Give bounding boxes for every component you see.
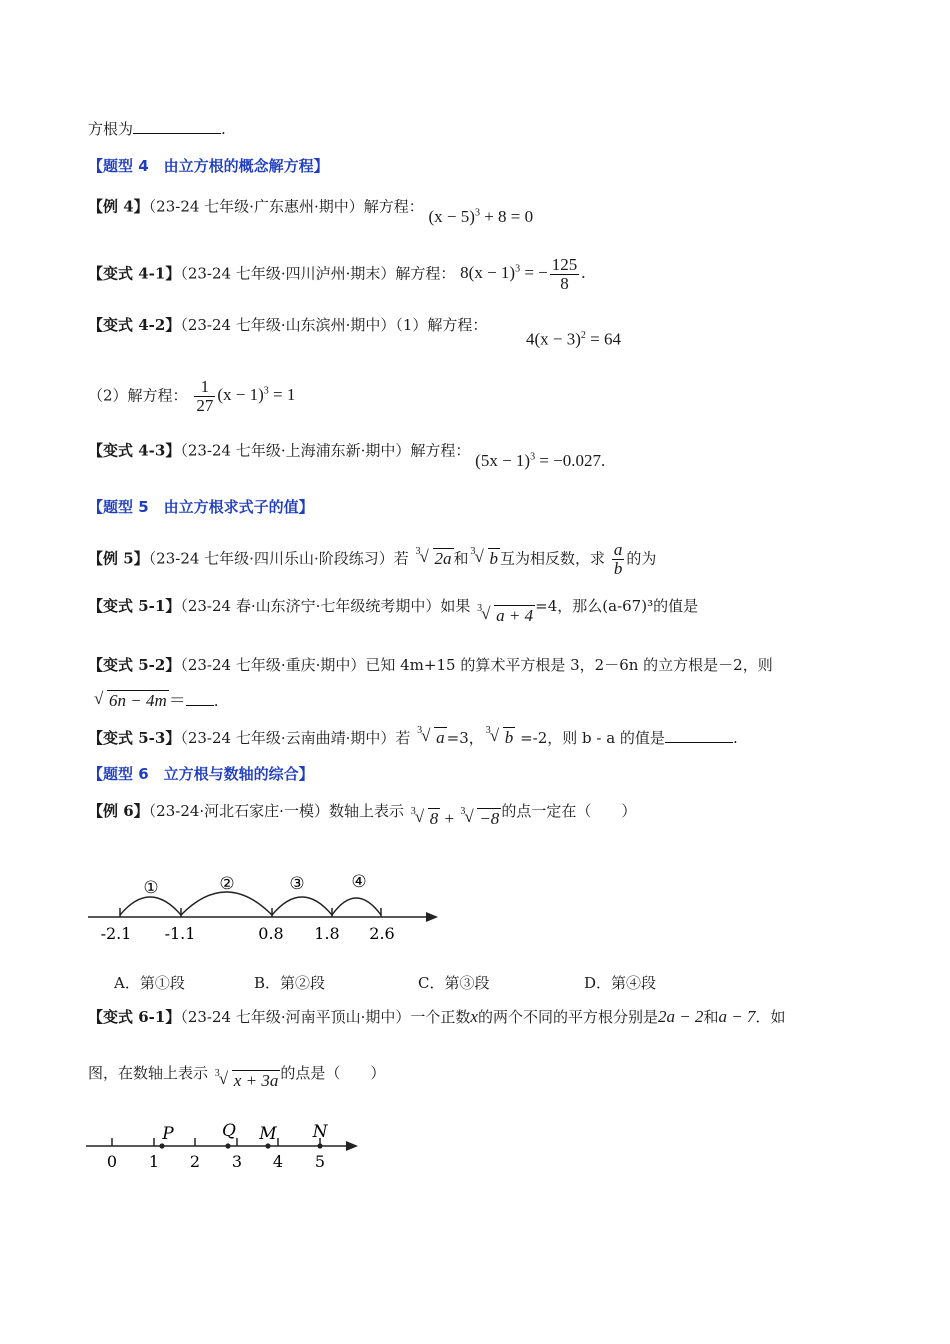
variant-5-2-cont: √ 6n − 4m ＝ . bbox=[94, 689, 219, 710]
tick-label: 0.8 bbox=[258, 924, 284, 943]
arc-2 bbox=[181, 892, 272, 915]
example-4: 【例 4】（23-24 七年级·广东惠州·期中）解方程： $(x - 5)^3 + 8 = 0$ bbox=[88, 197, 534, 226]
continued-line: 方根为 . bbox=[88, 120, 226, 138]
tick-label: 2.6 bbox=[369, 924, 395, 943]
tick-label: 1.8 bbox=[314, 924, 340, 943]
variant-5-1: 【变式 5-1】（23-24 春·山东济宁·七年级统考期中）如果 3 √ a + 4 =4，那么(a-67)³的值是 bbox=[88, 597, 699, 625]
number-line-segments bbox=[80, 862, 450, 944]
arc-3 bbox=[272, 897, 332, 915]
arc-4 bbox=[332, 898, 381, 915]
answer-blank[interactable] bbox=[186, 691, 214, 706]
variant-5-3: 【变式 5-3】（23-24 七年级·云南曲靖·期中）若 3 √ a =3， 3 √ b =-2，则 b - a 的值是 . bbox=[88, 725, 738, 747]
point-m bbox=[265, 1143, 270, 1148]
equation-4-2-1: $4(x - 3)^2 = 64$ bbox=[526, 329, 622, 349]
choice-d[interactable]: D．第④段 bbox=[584, 974, 657, 992]
tick-label: 1 bbox=[148, 1152, 160, 1171]
point-q bbox=[225, 1143, 230, 1148]
point-label: M bbox=[259, 1124, 277, 1144]
choice-b[interactable]: B．第②段 bbox=[254, 974, 326, 992]
tick-label: -1.1 bbox=[164, 924, 196, 943]
variant-4-2-part2: （2）解方程： $\frac{1}{27}$ $(x - 1)^3 = 1$ bbox=[88, 377, 296, 415]
tick-label: 3 bbox=[231, 1152, 243, 1171]
point-label: P bbox=[162, 1124, 174, 1144]
tick-label: 2 bbox=[189, 1152, 201, 1171]
section-title-type4: 【题型 4 由立方根的概念解方程】 bbox=[88, 157, 329, 175]
point-label: N bbox=[312, 1122, 328, 1142]
tick-label: 4 bbox=[272, 1152, 284, 1171]
arc-1 bbox=[120, 897, 181, 915]
answer-blank[interactable] bbox=[133, 119, 221, 134]
variant-6-1: 【变式 6-1】（23-24 七年级·河南平顶山·期中）一个正数x的两个不同的平方根分别是2a − 2和a − 7．如 bbox=[88, 1007, 786, 1026]
answer-blank[interactable] bbox=[665, 728, 733, 743]
point-p bbox=[159, 1143, 164, 1148]
section-title-type5: 【题型 5 由立方根求式子的值】 bbox=[88, 498, 314, 516]
equation: $(x - 5)^3 + 8 = 0$ bbox=[428, 206, 534, 226]
choice-c[interactable]: C．第③段 bbox=[418, 974, 490, 992]
tick-label: 5 bbox=[314, 1152, 326, 1171]
tick-label: 0 bbox=[106, 1152, 118, 1171]
variant-4-2: 【变式 4-2】（23-24 七年级·山东滨州·期中）（1）解方程： bbox=[88, 316, 488, 334]
arc-label: ② bbox=[219, 874, 235, 894]
example-6: 【例 6】（23-24·河北石家庄·一模）数轴上表示 3 √ 8 + 3 √ −8 的点一定在（ ） bbox=[88, 802, 637, 828]
arc-label: ④ bbox=[351, 872, 367, 892]
variant-4-3: 【变式 4-3】（23-24 七年级·上海浦东新·期中）解方程： $(5x - 1)^3 = -0.027$. bbox=[88, 441, 606, 470]
point-n bbox=[317, 1143, 322, 1148]
variant-4-1: 【变式 4-1】（23-24 七年级·四川泸州·期末）解方程： $8(x - 1)^3$ = − $\frac{125}{8}$ . bbox=[88, 255, 586, 293]
arc-label: ① bbox=[143, 878, 159, 898]
arc-label: ③ bbox=[289, 874, 305, 894]
example-5: 【例 5】（23-24 七年级·四川乐山·阶段练习）若 3 √ 2a 和 3 √ b 互为相反数，求 $\frac{a}{b}$ 的为 bbox=[88, 540, 657, 578]
point-label: Q bbox=[222, 1121, 236, 1141]
variant-6-1-cont: 图，在数轴上表示 3 √ x + 3a 的点是（ ） bbox=[88, 1064, 386, 1090]
number-line-points bbox=[80, 1118, 370, 1174]
equation: $8(x - 1)^3$ = − $\frac{125}{8}$ . bbox=[460, 255, 586, 293]
tick-label: -2.1 bbox=[100, 924, 132, 943]
choice-a[interactable]: A．第①段 bbox=[114, 974, 185, 992]
section-title-type6: 【题型 6 立方根与数轴的综合】 bbox=[88, 765, 314, 783]
variant-5-2: 【变式 5-2】（23-24 七年级·重庆·期中）已知 4m+15 的算术平方根是 3，2－6n 的立方根是－2，则 bbox=[88, 656, 773, 674]
